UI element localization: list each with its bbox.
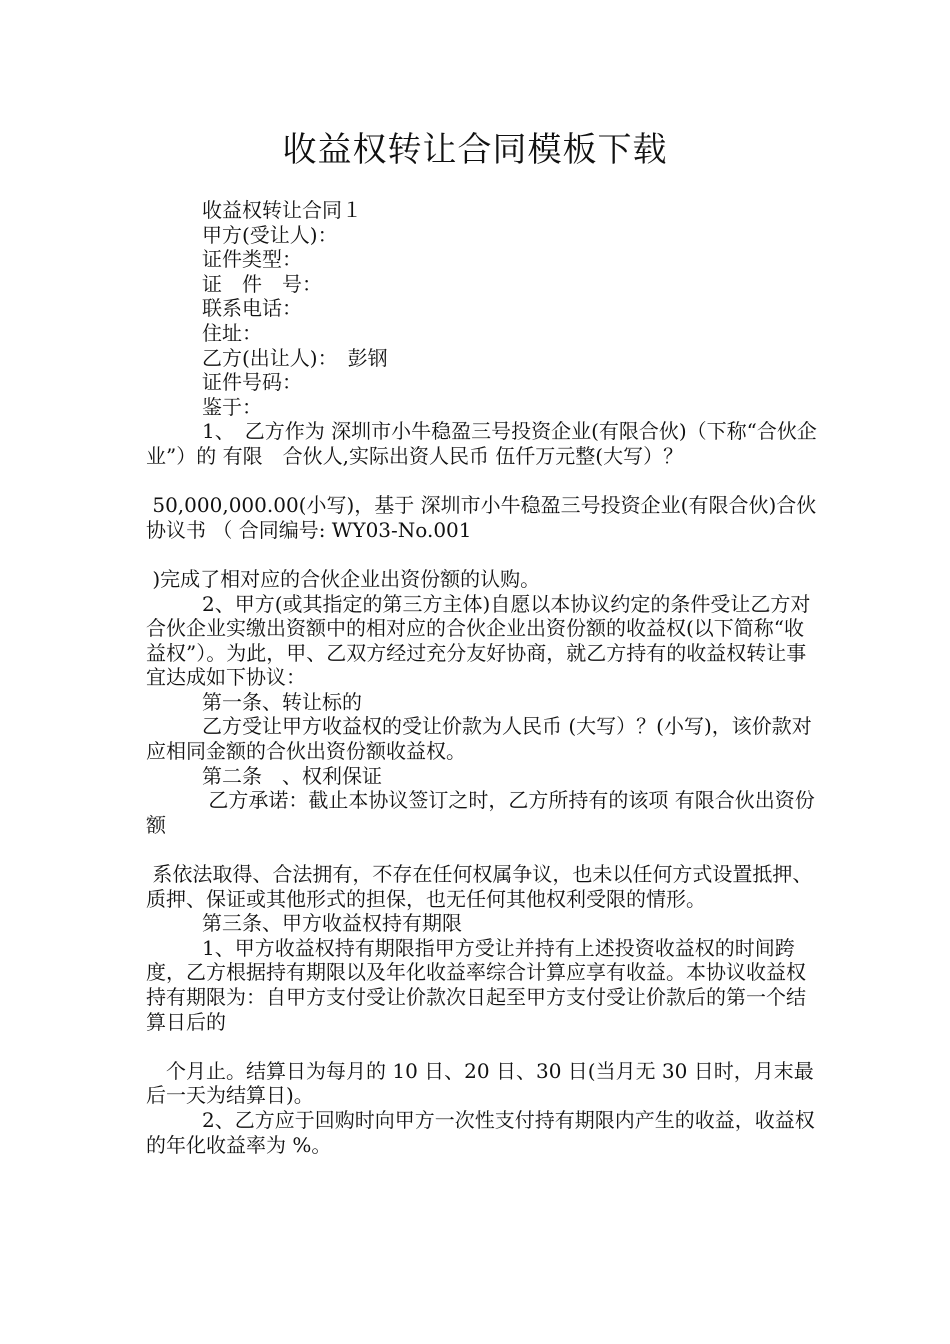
paragraph-p15: 乙方受让甲方收益权的受让价款为人民币 (大写）？(小写)，该价款对应相同金额的合伙出资份额收益权。 [146,714,812,764]
paragraph-p21: 个月止。结算日为每月的 10 日、20 日、30 日(当月无 30 日时，月末最后一天为结算日)。 [146,1058,814,1108]
paragraph-gap [146,1034,818,1059]
paragraph-gap [146,542,818,567]
document-title: 收益权转让合同模板下载 [282,130,668,170]
paragraph-p20: 1、甲方收益权持有期限指甲方受让并持有上述投资收益权的时间跨度，乙方根据持有期限以及年化收益率综合计算应享有收益。本协议收益权持有期限为：自甲方支付受让价款次日起至甲方支付受让价款后的第一个结算日后的 [146,935,806,1034]
paragraph-p14: 第一条、转让标的 [202,689,362,714]
paragraph-p04: 证 件 号： [202,271,322,296]
paragraph-p10: 1、 乙方作为 深圳市小牛稳盈三号投资企业(有限合伙)（下称“合伙企业”）的 有限 合伙人,实际出资人民币 伍仟万元整(大写）？ [146,419,817,468]
paragraph-p13: 2、甲方(或其指定的第三方主体)自愿以本协议约定的条件受让乙方对合伙企业实缴出资额中的相对应的合伙企业出资份额的收益权(以下简称“收益权”）。为此，甲、乙双方经过充分友好协商，就乙方持有的收益权转让事宜达成如下协议： [146,591,811,690]
document-body [146,198,818,1157]
paragraph-p02: 甲方(受让人)： [202,222,338,247]
paragraph-p05: 联系电话： [202,296,302,321]
paragraph-p18: 系依法取得、合法拥有，不存在任何权属争议，也未以任何方式设置抵押、质押、保证或其他形式的担保，也无任何其他权利受限的情形。 [146,862,813,911]
paragraph-p12: )完成了相对应的合伙企业出资份额的认购。 [146,566,541,591]
paragraph-p09: 鉴于： [202,394,262,419]
paragraph-p07: 乙方(出让人)： 彭钢 [202,345,388,370]
paragraph-gap [146,469,818,494]
paragraph-p17: 乙方承诺：截止本协议签订之时，乙方所持有的该项 有限合伙出资份额 [146,788,815,837]
paragraph-p08: 证件号码： [202,370,302,395]
paragraph-gap [146,837,818,862]
paragraph-p19: 第三条、甲方收益权持有期限 [202,911,462,936]
paragraph-p03: 证件类型： [202,247,302,272]
paragraph-p11: 50,000,000.00(小写)，基于 深圳市小牛稳盈三号投资企业(有限合伙)合伙协议书 （ 合同编号: WY03-No.001 [146,493,817,542]
paragraph-p01: 收益权转让合同１ [202,198,362,222]
paragraph-p16: 第二条 、权利保证 [202,763,382,788]
paragraph-p06: 住址： [202,320,262,345]
paragraph-p22: 2、乙方应于回购时向甲方一次性支付持有期限内产生的收益，收益权的年化收益率为 %。 [146,1107,815,1157]
